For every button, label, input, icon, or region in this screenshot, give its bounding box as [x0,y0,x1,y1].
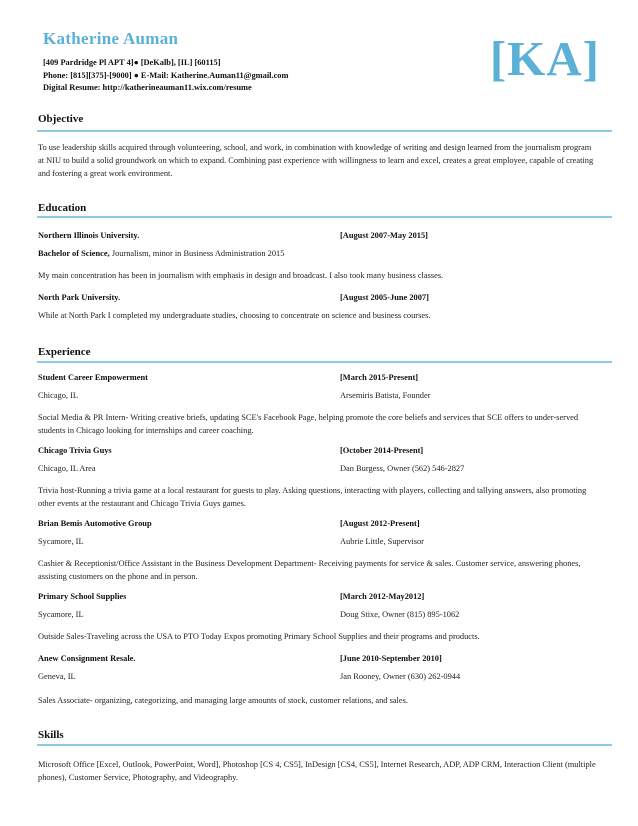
digital-resume-line: Digital Resume: http://katherineauman11.wix.com/resume [43,83,252,92]
job-location: Geneva, IL [38,672,76,681]
education-dates: [August 2005-June 2007] [340,293,429,302]
skills-heading: Skills [38,729,64,741]
contact-block [43,57,288,95]
education-degree [38,249,284,258]
job-contact: Doug Stixe, Owner (815) 895-1062 [340,610,460,619]
phone-email-line: Phone: [815][375]-[9000] ● E-Mail: Katherine.Auman11@gmail.com [43,70,289,80]
job-description: Social Media & PR Intern- Writing creative briefs, updating SCE's Facebook Page, helping promote the core beliefs and services that SCE offers to under-served students in Chicago looking for internships and career coaching. [38,413,579,435]
objective-text: To use leadership skills acquired through volunteering, school, and work, in combination with knowledge of writing and design learned from the journalism program at NIU to build a solid groundwork on which to expand. Combining past experience with willingness to learn and excel, creates a great employee, capable of creating and fostering a great work environment. [38,143,594,178]
experience-heading: Experience [38,346,91,358]
skills-text: Microsoft Office [Excel, Outlook, PowerPoint, Word], Photoshop [CS 4, CS5], InDesign [CS4, CS5], Internet Research, ADP, ADP CRM, Interaction Client (multiple phones), Customer Service, Photography, and Videography. [38,760,596,782]
job-dates: [March 2015-Present] [340,373,419,382]
job-contact: Dan Burgess, Owner (562) 546-2827 [340,464,465,473]
job-location: Sycamore, IL [38,610,84,619]
job-description: Trivia host-Running a trivia game at a local restaurant for guests to play. Asking questions, interacting with players, collecting and tallying answers, also promoting other events at the restaurant and Chicago Trivia Guys games. [38,486,587,508]
objective-heading: Objective [38,113,84,125]
job-contact: Jan Rooney, Owner (630) 262-0944 [340,672,461,681]
job-employer: Anew Consignment Resale. [38,654,136,663]
job-dates: [August 2012-Present] [340,519,420,528]
objective-divider [37,130,612,132]
education-school: North Park University. [38,293,121,302]
job-employer: Student Career Empowerment [38,373,148,382]
job-employer: Primary School Supplies [38,592,127,601]
education-heading: Education [38,202,87,214]
education-description: My main concentration has been in journalism with emphasis in design and broadcast. I also took many business classes. [38,271,444,280]
job-dates: [June 2010-September 2010] [340,654,442,663]
education-school: Northern Illinois University. [38,231,140,240]
job-location: Chicago, IL Area [38,464,96,473]
job-dates: [October 2014-Present] [340,446,424,455]
degree-label: Bachelor of Science, [38,249,110,258]
education-dates: [August 2007-May 2015] [340,231,428,240]
degree-detail: Journalism, minor in Business Administration 2015 [109,249,285,258]
job-contact: Aubrie Little, Supervisor [340,537,424,546]
job-description: Sales Associate- organizing, categorizing, and managing large amounts of stock, customer relations, and sales. [38,696,408,705]
experience-divider [37,361,612,363]
job-description: Cashier & Receptionist/Office Assistant in the Business Development Department- Receiving payments for service & sales. Customer service, answering phones, assisting customers on the phone and in person. [38,559,581,581]
job-contact: Arsemiris Batista, Founder [340,391,431,400]
job-employer: Chicago Trivia Guys [38,446,112,455]
address-line: [409 Pardridge Pl APT 4]● [DeKalb], [IL] [60115] [43,58,221,67]
education-divider [37,216,612,218]
job-location: Sycamore, IL [38,537,84,546]
job-dates: [March 2012-May2012] [340,592,425,601]
skills-divider [37,744,612,746]
candidate-name: Katherine Auman [43,29,179,48]
education-description: While at North Park I completed my undergraduate studies, choosing to concentrate on science and business courses. [38,311,431,320]
job-employer: Brian Bemis Automotive Group [38,519,152,528]
job-description: Outside Sales-Traveling across the USA to PTO Today Expos promoting Primary School Supplies and their programs and products. [38,632,480,641]
monogram: [KA] [489,31,600,86]
job-location: Chicago, IL [38,391,79,400]
